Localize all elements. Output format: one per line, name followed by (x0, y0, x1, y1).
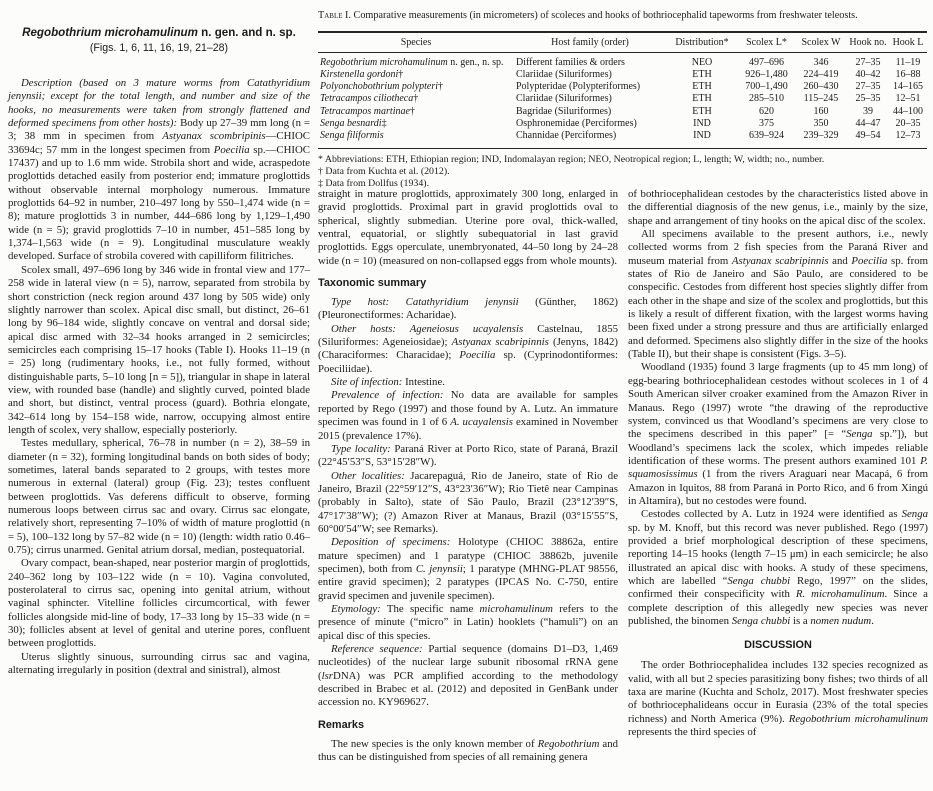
table-row: Kirstenella gordoni† Clariidae (Siluriformes) ETH 926–1,480 224–419 40–42 16–88 (320, 68, 921, 80)
entry-deposition: Deposition of specimens: Holotype (CHIOC 38862a, entire mature specimen) and 1 paratype (CHIOC 38862b, juvenile specimen), both from C. jenynsii; 1 paratype (MHNG-PLAT 98556, entire gravid specimen); 2 paratypes (IPCAS No. C-750, entire gravid specimen and juvenile specimen). (318, 536, 618, 602)
paragraph-discussion: The order Bothriocephalidea includes 132 species recognized as valid, with all but 2 species parasitizing bony fishes; two thirds of all taxa are marine (Kuchta and Scholz, 2017). Most freshwater species of bothriocephalideans occur in Eurasia (23% of the total species richness) and North America (9%). Regobothrium microhamulinum represents the third species of (628, 659, 928, 739)
footnote-abbreviations: * Abbreviations: ETH, Ethiopian region; IND, Indomalayan region; NEO, Neotropical region; L, length; W, width; no., number. (318, 153, 825, 165)
paragraph-uterus-continuation: straight in mature proglottids, approximately 300 long, enlarged in gravid proglottids. Proximal part in gravid proglottids oval to spherical, slightly submedian. Uterine pore oval, thick-walled, ventral, equatorial, or slightly subequatorial in last gravid proglottids. Eggs operculate, unembryonated, 44–50 long by 24–28 wide (n = 10) (measured on non-collapsed eggs from whole mounts). (318, 188, 618, 267)
column-header-scolex-l: Scolex L* (738, 32, 795, 53)
table-row: Senga besnardi‡ Osphronemidae (Perciformes) IND 375 350 44–47 20–35 (320, 117, 921, 129)
entry-etymology: Etymology: The specific name microhamulinum refers to the presence of minute (“micro” in Latin) hooklets (“hamuli”) on an apical disc of this species. (318, 602, 618, 642)
species-title-suffix: n. gen. and n. sp. (197, 26, 296, 39)
entry-other-localities: Other localities: Jacarepaguá, Rio de Janeiro, state of Rio de Janeiro, Brazil (22°59′12″S, 43°23′36″W); Rio Tietê near Campinas (probably in Salto), state of São Paulo, Brazil (23°12′39″S, 47°17′38″W); (?) Amazon River at Manaus, Brazil (03°15′55″S, 60°00′54″W; see Remarks). (318, 469, 618, 535)
section-heading-taxonomic-summary: Taxonomic summary (318, 277, 427, 290)
section-heading-discussion: DISCUSSION (744, 639, 812, 652)
footnote-kuchta: † Data from Kuchta et al. (2012). (318, 165, 450, 177)
comparative-table (318, 10, 927, 191)
table-row: Polyonchobothrium polypteri† Polypteridae (Polypteriformes) ETH 700–1,490 260–430 27–35 14–165 (320, 81, 923, 93)
table-row: Tetracampos martinae† Bagridae (Siluriformes) ETH 620 160 39 44–100 (320, 105, 923, 117)
middle-column (318, 188, 618, 764)
column-header-distribution: Distribution* (666, 32, 738, 53)
table-footnotes (318, 154, 927, 191)
table-row: Tetracampos ciliotheca† Clariidae (Siluriformes) ETH 285–510 115–245 25–35 12–51 (320, 93, 921, 105)
table-row: Senga filiformis Channidae (Perciformes) IND 639–924 239–329 49–54 12–73 (320, 130, 921, 142)
column-header-hook-no: Hook no. (847, 32, 889, 53)
entry-type-locality: Type locality: Paraná River at Porto Rico, state of Paraná, Brazil (22°45′53″S, 53°15′28″W). (318, 442, 618, 469)
table-row: Regobothrium microhamulinum n. gen., n. sp. Different families & orders NEO 497–696 346 27–35 11–19 (320, 56, 921, 68)
paragraph-all-specimens: All specimens available to the present authors, i.e., newly collected worms from 2 fish species from the Paraná River and museum material from Astyanax scabripinnis and Poecilia sp. from states of Rio de Janeiro and São Paulo, are considered to be conspecific. Cestodes from different host species slightly differ from each other in the shape and size of the scolex and proglottids, but this is likely a result of different fixation, with the largest worms having been fixed under a strong pressure and thus are artificially enlarged and deformed. Specimens also slightly differ in the size of the hooks (Table II), but their shape is consistent (Figs. 3–5). (628, 228, 928, 361)
paragraph-scolex: Scolex small, 497–696 long by 346 wide in frontal view and 177–258 wide in lateral view (n = 5), narrow, separated from strobila by short constriction (neck region around 437 long by 505 wide) only slightly narrower than scolex. Apical disc small, but distinct, 26–61 long by 96–184 wide, slightly concave on ventral and dorsal side; apical disc armed with 32–34 hooks arranged in 2 semicircles; semicircles each comprising 15–17 hooks (Table I). Hooks 11–19 (n = 25) long (rudimentary hooks, i.e., not fully formed, without distinguishable parts, 5–10 long [n = 5]), triangular in shape in lateral view, with rounded base (handle) and slightly curved, pointed blade and short, but distinct, ventral process (guard). Bothria elongate, 342–614 long by 154–158 wide, narrow, occupying almost entire length of scolex, very shallow, especially posteriorly. (8, 263, 310, 436)
paragraph-remarks: The new species is the only known member of Regobothrium and thus can be distinguished from species of all remaining genera (318, 737, 618, 764)
column-header-species: Species (318, 32, 514, 53)
entry-site-of-infection: Site of infection: Intestine. (331, 376, 445, 389)
figs-reference: (Figs. 1, 6, 11, 16, 19, 21–28) (89, 42, 229, 54)
table-caption-label: Table I. (318, 10, 351, 21)
right-column (628, 188, 928, 739)
paragraph-testes: Testes medullary, spherical, 76–78 in number (n = 2), 38–59 in diameter (n = 32), forming longitudinal bands on both sides of body; sometimes, lateral bands separated to 2 groups, with testes more numerous in external (lateral) group (Fig. 23); testes confluent between proglottids. Vas deferens difficult to observe, forming numerous loops between cirrus sac and ovary. Cirrus sac elongate, relatively short, representing 7–10% of width of mature proglottid (n = 5), 100–132 long by 57–82 wide (n = 10) (length: width ratio 0.46–0.75); cirrus unarmed. Genital atrium dorsal, median, postequatorial. (8, 437, 310, 557)
table-caption (318, 10, 927, 23)
left-column (8, 26, 310, 677)
section-heading-remarks: Remarks (318, 718, 365, 731)
entry-type-host: Type host: Catathyridium jenynsii (Günther, 1862) (Pleuronectiformes: Acharidae). (318, 296, 618, 322)
column-header-scolex-w: Scolex W (795, 32, 847, 53)
footnote-dollfus: ‡ Data from Dollfus (1934). (318, 178, 430, 190)
entry-reference-sequence: Reference sequence: Partial sequence (domains D1–D3, 1,469 nucleotides) of the nuclear large subunit ribosomal rRNA gene (lsrDNA) was PCR amplified according to the methodology described in Brabec et al. (2012) and deposited in GenBank under accession no. KY969627. (318, 643, 618, 709)
paragraph-uterus: Uterus slightly sinuous, surrounding cirrus sac and vagina, alternating irregularly in position (dextral and sinistral), almost (8, 650, 310, 677)
column-header-host: Host family (order) (514, 32, 666, 53)
entry-other-hosts: Other hosts: Ageneiosus ucayalensis Castelnau, 1855 (Siluriformes: Ageneiosidae); Astyanax scabripinnis (Jenyns, 1842) (Characiformes: Characidae); Poecilia sp. (Cyprinodontiformes: Poeciliidae). (318, 322, 619, 375)
paragraph-lutz-cestodes: Cestodes collected by A. Lutz in 1924 were identified as Senga sp. by M. Knoff, but this record was never published. Rego (1997) provided a brief morphological description of these specimens, reporting 14–15 hooks (length 7–15 μm) in each semicircle; he also illustrated an apical disc with hooks. A study of these specimens, which are labelled “Senga chubbi Rego, 1997” on the slides, confirmed their conspecificity with R. microhamulinum. Since a complete description of this allegedly new species was never published, the binomen Senga chubbi is a nomen nudum. (628, 508, 928, 627)
paragraph-woodland: Woodland (1935) found 3 large fragments (up to 45 mm long) of egg-bearing bothriocephalidean cestodes without scoleces in 1 of 4 South American silver croaker examined from the Amazon River in Manaus. Rego (1997) wrote “the drawing of the reproductive system, convinced us that Woodland’s specimens are very close to the specimens described in this paper” [= “Senga sp.”]), but Woodland’s specimens lack the scolex, which impedes reliable identification of these worms. The present authors examined 101 P. squamosissimus (1 from the rivers Araguari near Macapá, 6 from Amazon in Iquitos, 88 from Paraná in Porto Rico, and 6 from Xingú in Altamira), but no cestodes were found. (628, 361, 929, 507)
measurements-table (318, 31, 927, 149)
entry-prevalence: Prevalence of infection: No data are available for samples reported by Rego (1997) and those found by A. Lutz. An immature specimen was found in 1 of 6 A. ucayalensis examined in November 2015 (prevalence 17%). (318, 389, 618, 442)
paragraph-remarks-continuation: of bothriocephalidean cestodes by the characteristics listed above in the differential diagnosis of the new genus, i.e., mainly by the size, shape and arrangement of tiny hooks on the apical disc of the scolex. (628, 188, 928, 227)
species-title (8, 26, 310, 40)
species-title-name: Regobothrium microhamulinum (22, 26, 198, 39)
paragraph-description: Description (based on 3 mature worms from Catathyridium jenynsii; except for the total length, and number and size of the hooks, no measurements were taken from strongly flattened and deformed specimens from other hosts): Body up 27–39 mm long (n = 3; 38 mm in specimen from Astyanax scombripinis—CHIOC 33694c; 57 mm in the longest specimen from Poecilia sp.—CHIOC 17437) and up to 1.6 mm wide. Strobila short and wide, acraspedote proglottids detached easily from posterior end; immature proglottids without observable internal morphology numerous. Immature proglottids 64–92 in number, 210–497 long by 550–1,474 wide (n = 8); mature proglottids 3 in number, 444–686 long by 1,129–1,490 wide (n = 5); gravid proglottids 7–10 in number, 451–585 long by 1,374–1,563 wide (n = 9). Longitudinal musculature weakly developed. Surface of strobila covered with capilliform filitriches. (8, 77, 310, 263)
column-header-hook-l: Hook L (889, 32, 927, 53)
paragraph-ovary: Ovary compact, bean-shaped, near posterior margin of proglottids, 240–362 long by 103–122 wide (n = 10). Vagina convoluted, posterolateral to cirrus sac, opening into genital atrium, without vaginal sphincter. Vitelline follicles circumcortical, with fewer follicles alongside mid-line of body, 17–33 long by 15–33 wide (n = 30); follicles absent at level of genital and uterine pores, confluent between proglottids. (8, 557, 310, 650)
table-caption-text: Comparative measurements (in micrometers) of scoleces and hooks of bothriocephalid tapeworms from freshwater teleosts. (351, 10, 858, 21)
table-header-row (318, 32, 927, 53)
